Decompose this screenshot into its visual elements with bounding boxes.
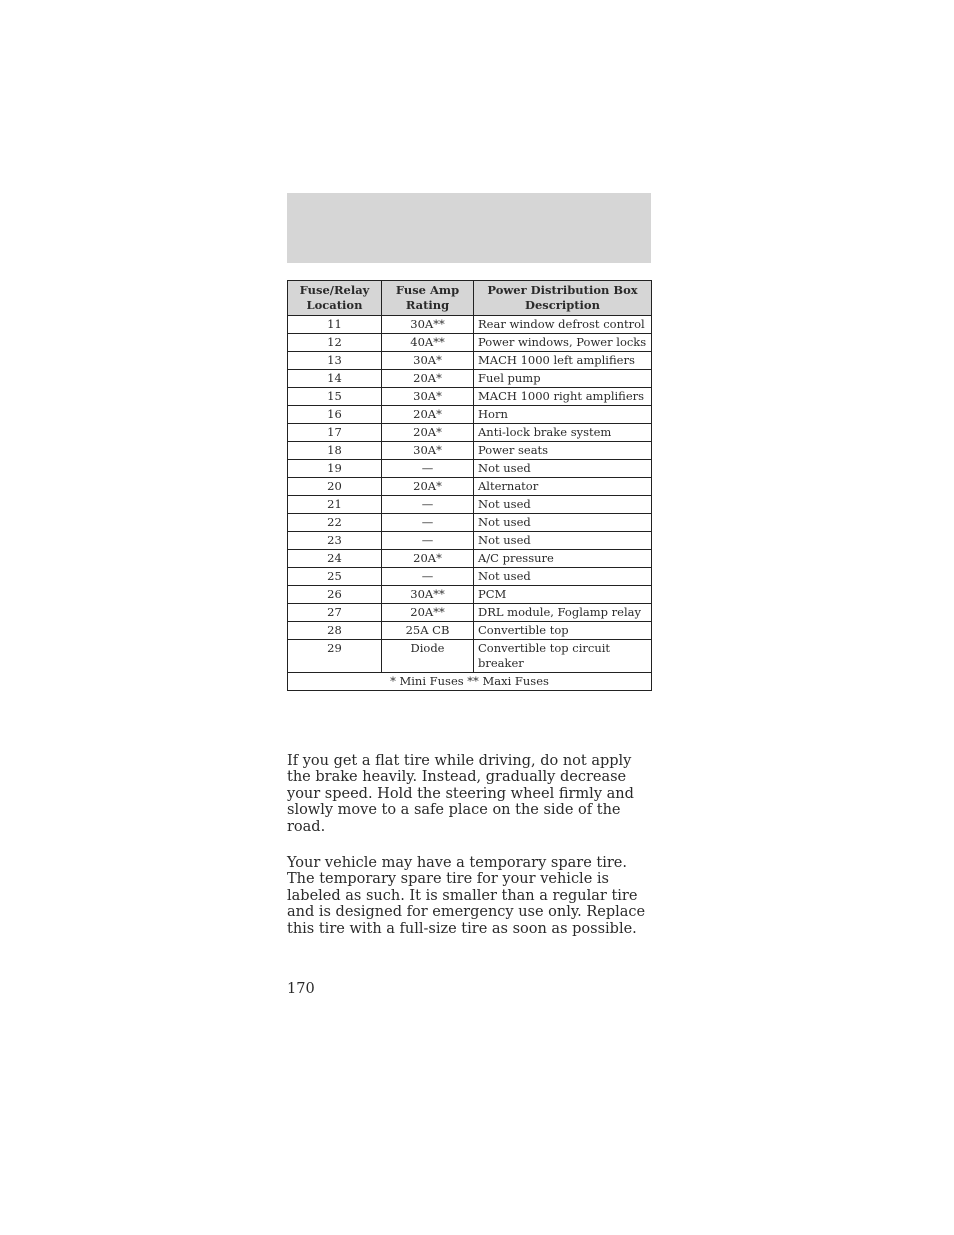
cell-description: Convertible top	[474, 622, 652, 640]
cell-location: 20	[288, 478, 382, 496]
cell-amp-rating: —	[382, 460, 474, 478]
table-row	[288, 334, 652, 352]
cell-location: 28	[288, 622, 382, 640]
table-row	[288, 586, 652, 604]
cell-amp-rating: 20A**	[382, 604, 474, 622]
cell-amp-rating: 20A*	[382, 370, 474, 388]
cell-location: 15	[288, 388, 382, 406]
table-footnote-row	[288, 673, 652, 691]
cell-location: 19	[288, 460, 382, 478]
cell-amp-rating: —	[382, 532, 474, 550]
cell-location: 18	[288, 442, 382, 460]
cell-location: 17	[288, 424, 382, 442]
cell-description: Anti-lock brake system	[474, 424, 652, 442]
page-number: 170	[287, 981, 315, 997]
table-row	[288, 532, 652, 550]
cell-description: Not used	[474, 514, 652, 532]
cell-description: MACH 1000 right amplifiers	[474, 388, 652, 406]
cell-amp-rating: 30A**	[382, 586, 474, 604]
table-row	[288, 406, 652, 424]
fuse-table	[287, 280, 652, 691]
cell-amp-rating: 20A*	[382, 424, 474, 442]
table-row	[288, 604, 652, 622]
table-row	[288, 442, 652, 460]
cell-description: Horn	[474, 406, 652, 424]
table-row	[288, 568, 652, 586]
cell-description: Not used	[474, 460, 652, 478]
header-location: Fuse/Relay Location	[288, 281, 382, 316]
cell-amp-rating: —	[382, 496, 474, 514]
cell-location: 29	[288, 640, 382, 673]
table-row	[288, 550, 652, 568]
cell-description: Fuel pump	[474, 370, 652, 388]
table-row	[288, 424, 652, 442]
header-amp-rating: Fuse Amp Rating	[382, 281, 474, 316]
cell-amp-rating: 20A*	[382, 478, 474, 496]
cell-location: 16	[288, 406, 382, 424]
table-row	[288, 460, 652, 478]
table-row	[288, 370, 652, 388]
table-row	[288, 496, 652, 514]
cell-amp-rating: 40A**	[382, 334, 474, 352]
cell-amp-rating: —	[382, 568, 474, 586]
cell-description: Not used	[474, 496, 652, 514]
cell-amp-rating: 20A*	[382, 550, 474, 568]
cell-description: PCM	[474, 586, 652, 604]
cell-location: 27	[288, 604, 382, 622]
cell-amp-rating: 20A*	[382, 406, 474, 424]
cell-location: 25	[288, 568, 382, 586]
spare-tire-paragraph: Your vehicle may have a temporary spare tire. The temporary spare tire for your vehicle is labeled as such. It is smaller than a regular tire and is designed for emergency use only. Replace this tire with a full-size tire as soon as possible.	[287, 855, 646, 937]
cell-description: Alternator	[474, 478, 652, 496]
cell-amp-rating: —	[382, 514, 474, 532]
cell-amp-rating: 30A*	[382, 442, 474, 460]
cell-description: Power seats	[474, 442, 652, 460]
cell-description: A/C pressure	[474, 550, 652, 568]
cell-location: 11	[288, 316, 382, 334]
cell-description: Not used	[474, 568, 652, 586]
cell-description: Rear window defrost control	[474, 316, 652, 334]
cell-description: DRL module, Foglamp relay	[474, 604, 652, 622]
cell-location: 23	[288, 532, 382, 550]
cell-amp-rating: 25A CB	[382, 622, 474, 640]
cell-location: 24	[288, 550, 382, 568]
cell-location: 22	[288, 514, 382, 532]
cell-description: Power windows, Power locks	[474, 334, 652, 352]
cell-description: Not used	[474, 532, 652, 550]
section-header-band	[287, 193, 651, 263]
header-description: Power Distribution Box Description	[474, 281, 652, 316]
table-row	[288, 514, 652, 532]
cell-amp-rating: 30A*	[382, 352, 474, 370]
table-row	[288, 622, 652, 640]
table-header-row	[288, 281, 652, 316]
table-row	[288, 640, 652, 673]
table-row	[288, 478, 652, 496]
cell-location: 13	[288, 352, 382, 370]
cell-location: 26	[288, 586, 382, 604]
table-row	[288, 316, 652, 334]
flat-tire-paragraph: If you get a flat tire while driving, do not apply the brake heavily. Instead, gradually decrease your speed. Hold the steering wheel firmly and slowly move to a safe place on the side of the road.	[287, 753, 634, 835]
cell-location: 14	[288, 370, 382, 388]
cell-location: 21	[288, 496, 382, 514]
cell-amp-rating: 30A*	[382, 388, 474, 406]
cell-description: Convertible top circuit breaker	[474, 640, 652, 673]
table-footnote: * Mini Fuses ** Maxi Fuses	[288, 673, 652, 691]
cell-description: MACH 1000 left amplifiers	[474, 352, 652, 370]
table-row	[288, 388, 652, 406]
cell-location: 12	[288, 334, 382, 352]
table-row	[288, 352, 652, 370]
cell-amp-rating: 30A**	[382, 316, 474, 334]
cell-amp-rating: Diode	[382, 640, 474, 673]
